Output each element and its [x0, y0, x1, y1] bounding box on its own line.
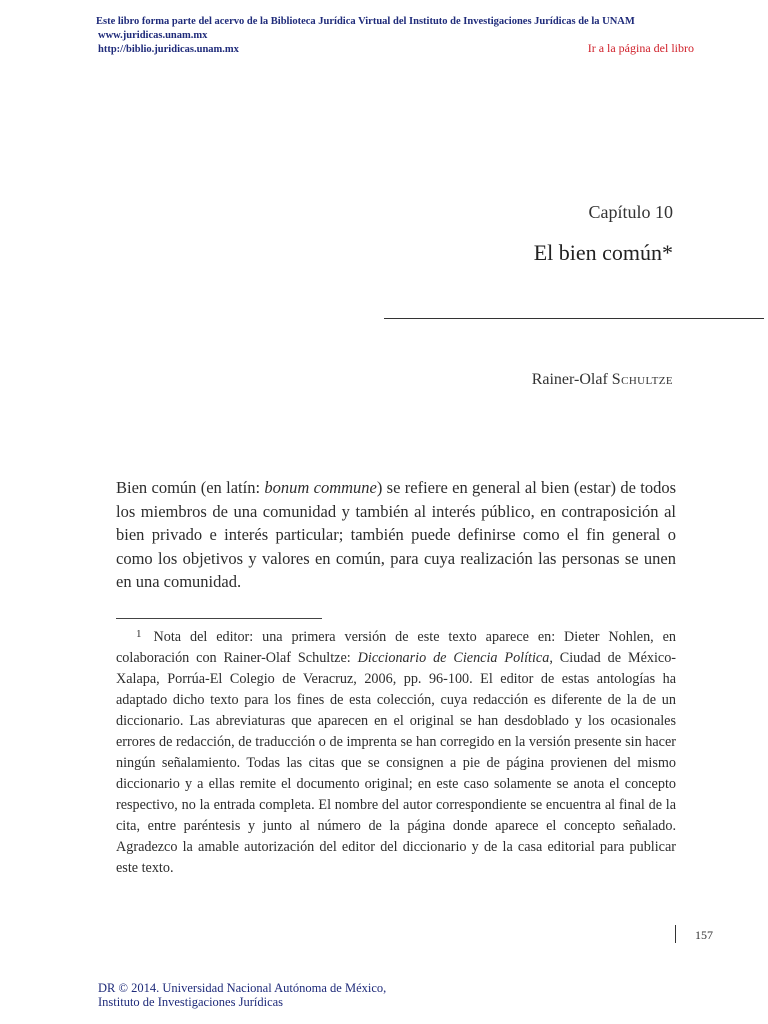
latin-term: bonum commune: [264, 478, 377, 497]
library-url[interactable]: http://biblio.juridicas.unam.mx: [98, 44, 239, 55]
author-last-name: Schultze: [611, 371, 673, 388]
body-paragraph: [116, 476, 676, 594]
chapter-title: El bien común*: [533, 240, 673, 265]
author-name: [532, 371, 673, 389]
institute-line: Instituto de Investigaciones Jurídicas: [98, 995, 284, 1009]
copyright-line: DR © 2014. Universidad Nacional Autónoma de México,: [98, 981, 387, 995]
page-number: 157: [695, 928, 713, 942]
footnote-divider: [116, 618, 322, 619]
site-url[interactable]: www.juridicas.unam.mx: [98, 30, 208, 41]
author-first-name: Rainer-Olaf: [531, 371, 612, 388]
body-text-part2: ) se refiere en general al bien (estar) de todos los miembros de una comunidad y también al interés público, en contraposición al bien privado e interés particular; también puede definirse como el fin general o como los objetivos y valores en común, para cuya realización las personas se unen en una comunidad.: [116, 478, 676, 591]
library-notice: Este libro forma parte del acervo de la Biblioteca Jurídica Virtual del Instituto de Investigaciones Jurídicas de la UNAM: [96, 16, 635, 27]
footnote: [116, 624, 676, 879]
footnote-number: 1: [136, 628, 142, 640]
body-text-part1: Bien común (en latín:: [116, 478, 265, 497]
footnote-text-part1: Nota del editor: una primera versión de este texto aparece en: Dieter Nohlen, en colaboración con Rainer-Olaf Schultze:: [116, 629, 676, 666]
page-number-bar: [675, 925, 676, 943]
title-divider: [384, 318, 764, 319]
book-page-link[interactable]: Ir a la página del libro: [587, 41, 694, 55]
chapter-label: Capítulo 10: [588, 202, 673, 222]
footnote-work-title: Diccionario de Ciencia Política: [357, 650, 550, 666]
footnote-text-part2: , Ciudad de México-Xalapa, Porrúa-El Colegio de Veracruz, 2006, pp. 96-100. El editor de estas antologías ha adaptado dicho texto para los fines de esta colección, cuya redacción es diferente de la de un diccionario. Las abreviaturas que aparecen en el original se han desdoblado y los ocasionales errores de redacción, de traducción o de imprenta se han corregido en la versión presente sin hacer ningún señalamiento. Todas las citas que se consignen a pie de página provienen del mismo diccionario y a ellas remite el documento original; en este caso solamente se anota el concepto respectivo, no la entrada completa. El nombre del autor correspondiente se encuentra al final de la cita, entre paréntesis y junto al número de la página donde aparece el concepto señalado. Agradezco la amable autorización del editor del diccionario y de la casa editorial para publicar este texto.: [116, 650, 677, 876]
